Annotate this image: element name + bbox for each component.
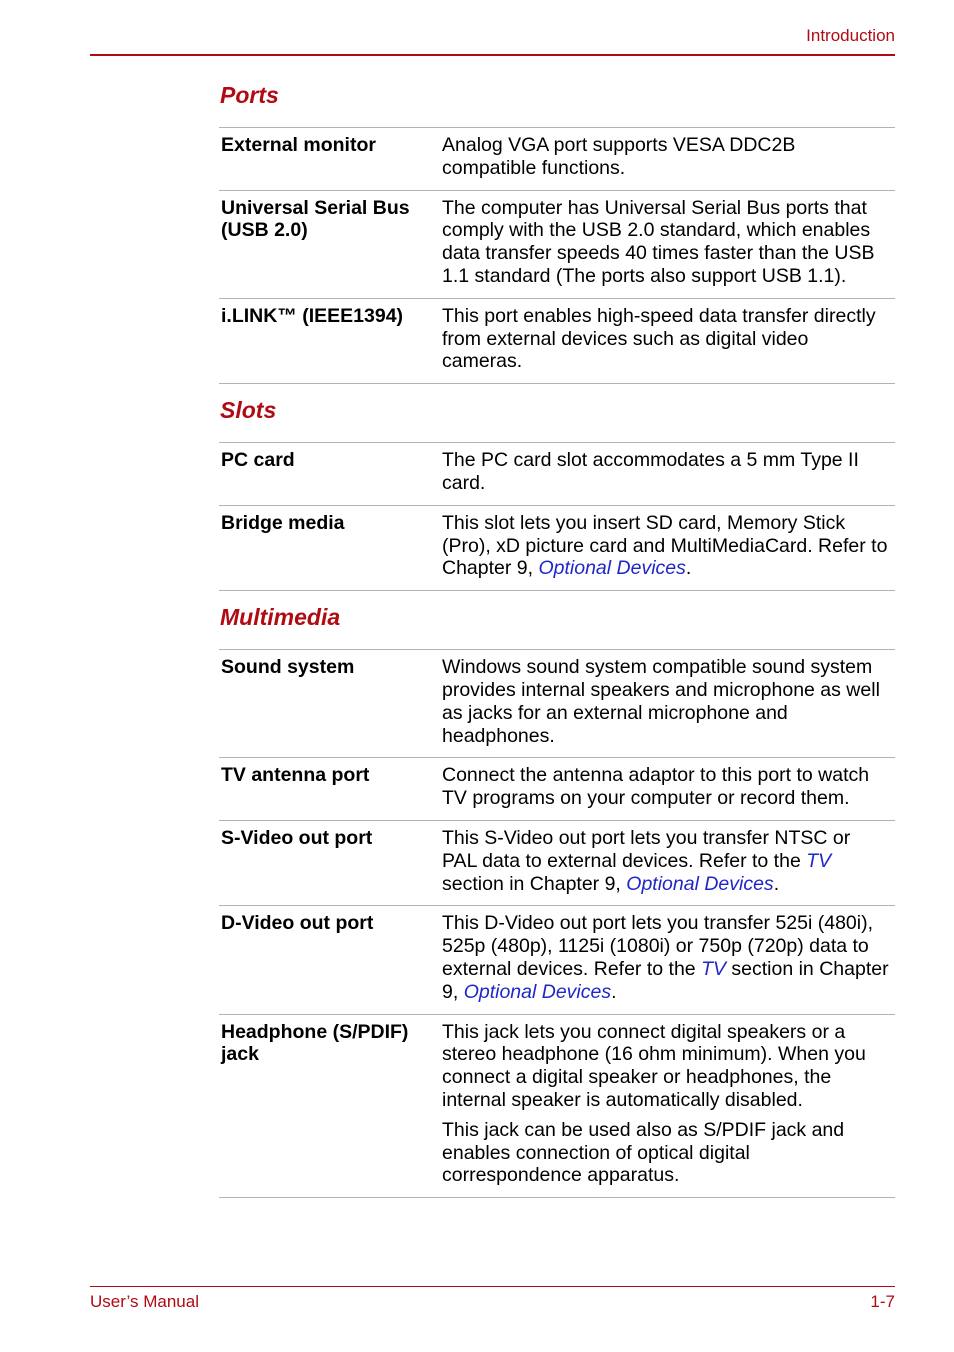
section-multimedia <box>219 602 895 1198</box>
description-paragraph: This jack can be used also as S/PDIF jack and enables connection of optical digital correspondence apparatus. <box>442 1118 845 1187</box>
section-slots <box>219 395 895 591</box>
ports-table <box>219 127 895 384</box>
table-row <box>219 821 895 906</box>
table-row <box>219 191 895 299</box>
page-footer <box>90 1286 895 1311</box>
table-row <box>219 758 895 821</box>
optional-devices-link[interactable]: Optional Devices <box>626 872 774 895</box>
page-header <box>90 26 895 56</box>
term: Headphone (S/PDIF) jack <box>221 1020 409 1066</box>
term: PC card <box>221 449 295 472</box>
page-number: 1-7 <box>870 1292 895 1311</box>
description-text: . <box>685 557 692 580</box>
description-paragraph: This jack lets you connect digital speakers or a stereo headphone (16 ohm minimum). When you connect a digital speaker or headphones, the internal speaker is automatically disabled. <box>442 1020 866 1111</box>
description <box>442 912 895 1003</box>
multimedia-table <box>219 649 895 1198</box>
term: Universal Serial Bus (USB 2.0) <box>221 196 410 242</box>
description-text: . <box>611 980 617 1003</box>
tv-link[interactable]: TV <box>701 957 726 980</box>
description <box>442 512 895 580</box>
description: Windows sound system compatible sound system provides internal speakers and microphone as well as jacks for an external microphone and headphones. <box>442 656 880 747</box>
optional-devices-link[interactable]: Optional Devices <box>538 557 686 580</box>
description <box>442 827 895 895</box>
description: Analog VGA port supports VESA DDC2B compatible functions. <box>442 134 796 179</box>
description-text: section in Chapter 9, <box>442 872 627 895</box>
table-row <box>219 906 895 1014</box>
description-text: This D-Video out port lets you transfer 525i (480i), 525p (480p), 1125i (1080i) or 750p (720p) data to external devices. Refer to the <box>442 912 874 980</box>
table-row <box>219 1015 895 1199</box>
term: S-Video out port <box>221 826 373 849</box>
description: This port enables high-speed data transfer directly from external devices such as digital video cameras. <box>442 304 876 373</box>
term: i.LINK™ (IEEE1394) <box>221 304 404 327</box>
section-title-ports: Ports <box>220 82 279 108</box>
description: Connect the antenna adaptor to this port to watch TV programs on your computer or record them. <box>442 764 870 810</box>
term: Sound system <box>221 656 355 679</box>
table-row <box>219 299 895 384</box>
description-text: . <box>773 872 780 895</box>
page-content <box>219 80 895 1198</box>
optional-devices-link[interactable]: Optional Devices <box>463 980 612 1003</box>
term: Bridge media <box>221 511 345 534</box>
table-row <box>219 650 895 758</box>
section-ports <box>219 80 895 384</box>
term: D-Video out port <box>221 912 374 935</box>
description-text: section in Chapter 9, <box>442 957 889 1003</box>
table-row <box>219 128 895 191</box>
table-row <box>219 443 895 506</box>
description-text: This slot lets you insert SD card, Memory Stick (Pro), xD picture card and MultiMediaCard. Refer to Chapter 9, <box>442 511 888 580</box>
tv-link[interactable]: TV <box>806 849 832 872</box>
section-title-multimedia: Multimedia <box>220 604 341 631</box>
term: TV antenna port <box>221 764 370 787</box>
table-row <box>219 506 895 591</box>
slots-table <box>219 442 895 591</box>
section-title-slots: Slots <box>220 397 277 424</box>
description: The PC card slot accommodates a 5 mm Type II card. <box>442 449 859 494</box>
header-title: Introduction <box>806 26 895 45</box>
description <box>442 1021 895 1188</box>
description-text: This S-Video out port lets you transfer NTSC or PAL data to external devices. Refer to the <box>442 826 851 872</box>
term: External monitor <box>221 134 376 156</box>
description: The computer has Universal Serial Bus ports that comply with the USB 2.0 standard, which enables data transfer speeds 40 times faster than the USB 1.1 standard (The ports also support USB 1.1). <box>442 196 875 287</box>
footer-manual-title: User’s Manual <box>90 1292 199 1311</box>
